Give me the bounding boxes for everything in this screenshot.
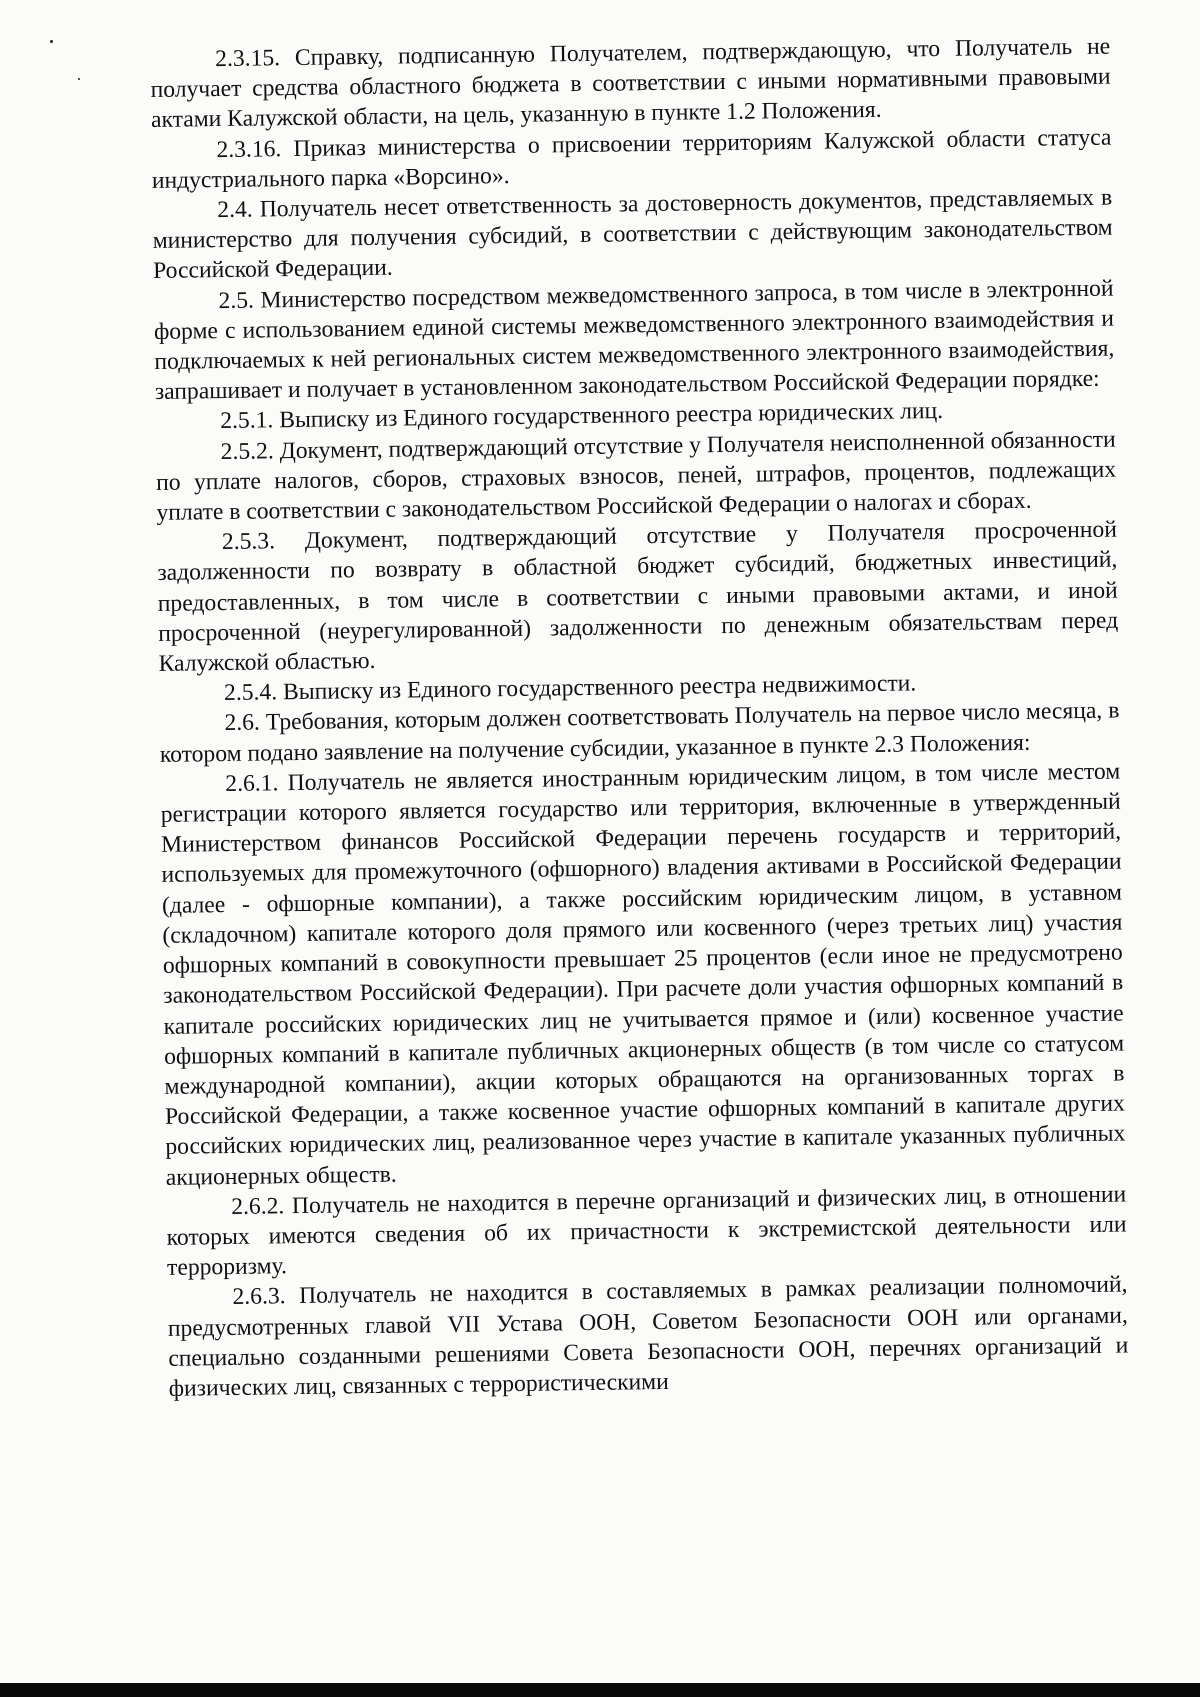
paragraph-2-5-3: 2.5.3. Документ, подтверждающий отсутствие у Получателя просроченной задолженности по возврату в областной бюджет субсидий, бюджетных инвестиций, предоставленных, в том числе в соответствии с иными правовыми актами, и иной просроченной (неурегулированной) задолженности по денежным обязательствам перед Калужской областью. [157,516,1119,678]
paragraph-2-6-3: 2.6.3. Получатель не находится в составляемых в рамках реализации полномочий, предусмотренных главой VII Устава ООН, Советом Безопасности ООН или органами, специально созданными решениями Совета Безопасности ООН, перечнях организаций и физических лиц, связанных с террористическими [167,1271,1129,1402]
paragraph-2-5: 2.5. Министерство посредством межведомственного запроса, в том числе в электронной форме с использованием единой системы межведомственного электронного взаимодействия и подключаемых к ней региональных систем межведомственного электронного взаимодействия, запрашивает и получает в установленном законодательством Российской Федерации порядке: [153,275,1115,406]
paragraph-2-6-1: 2.6.1. Получатель не является иностранным юридическим лицом, в том числе местом регистрации которого является государство или территория, включенные в утвержденный Министерством финансов Российской Федерации перечень государств и территорий, используемых для промежуточного (офшорного) владения активами в Российской Федерации (далее - офшорные компании), а также российским юридическим лицом, в уставном (складочном) капитале которого доля прямого или косвенного (через третьих лиц) участия офшорных компаний в совокупности превышает 25 процентов (если иное не предусмотрено законодательством Российской Федерации). При расчете доли участия офшорных компаний в капитале российских юридических лиц не учитывается прямое и (или) косвенное участие офшорных компаний в капитале публичных акционерных обществ (в том числе со статусом международной компании), акции которых обращаются на организованных торгах в Российской Федерации, а также косвенное участие офшорных компаний в капитале других российских юридических лиц, реализованное через участие в капитале указанных публичных акционерных обществ. [160,758,1126,1191]
paragraph-2-4: 2.4. Получатель несет ответственность за достоверность документов, представляемых в министерство для получения субсидий, в соответствии с действующим законодательством Российской Федерации. [152,184,1113,285]
scan-speck [50,40,53,43]
paragraph-2-5-1: 2.5.1. Выписку из Единого государственного реестра юридических лиц. [220,398,944,435]
paragraph-2-5-4: 2.5.4. Выписку из Единого государственного реестра недвижимости. [223,670,917,707]
paragraph-2-3-15: 2.3.15. Справку, подписанную Получателем, подтверждающую, что Получатель не получает средства областного бюджета в соответствии с иными нормативными правовыми актами Калужской области, на цель, указанную в пункте 1.2 Положения. [150,33,1111,134]
scan-bottom-edge [0,1683,1200,1697]
paragraph-2-3-16: 2.3.16. Приказ министерства о присвоении территориям Калужской области статуса индустриального парка «Ворсино». [151,124,1112,194]
paragraph-2-5-2: 2.5.2. Документ, подтверждающий отсутствие у Получателя неисполненной обязанности по уплате налогов, сборов, страховых взносов, пеней, штрафов, процентов, подлежащих уплате в соответствии с законодательством Российской Федерации о налогах и сборах. [155,426,1117,526]
document-body [150,32,1129,1404]
paragraph-2-6-2: 2.6.2. Получатель не находится в перечне организаций и физических лиц, в отношении которых имеются сведения об их причастности к экстремистской деятельности или терроризму. [166,1181,1127,1282]
scan-speck [78,78,80,80]
paragraph-2-6: 2.6. Требования, которым должен соответствовать Получатель на первое число месяца, в котором подано заявление на получение субсидии, указанное в пункте 2.3 Положения: [159,698,1120,768]
